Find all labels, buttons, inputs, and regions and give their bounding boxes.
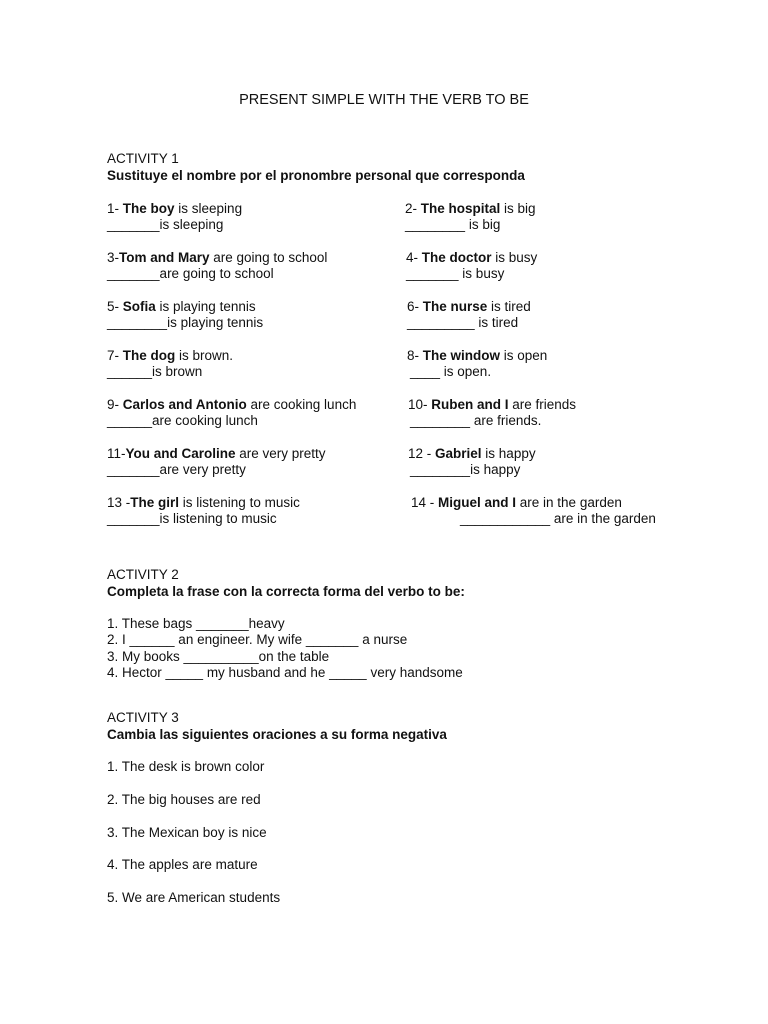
activity1-item-2: 2- The hospital is big bbox=[405, 201, 536, 216]
activity1-item-14: 14 - Miguel and I are in the garden bbox=[411, 495, 622, 510]
activity1-answer-1: _______is sleeping bbox=[107, 217, 224, 232]
activity1-item-9: 9- Carlos and Antonio are cooking lunch bbox=[107, 397, 357, 412]
activity3-sentence-2: 2. The big houses are red bbox=[107, 792, 261, 807]
activity1-instruction: Sustituye el nombre por el pronombre personal que corresponda bbox=[107, 168, 525, 183]
activity1-item-4: 4- The doctor is busy bbox=[406, 250, 538, 265]
activity1-item-8: 8- The window is open bbox=[407, 348, 548, 363]
activity1-answer-14: ____________ are in the garden bbox=[460, 511, 656, 526]
activity1-heading: ACTIVITY 1 bbox=[107, 151, 179, 166]
activity2-sentence-3: 3. My books __________on the table bbox=[107, 649, 330, 664]
activity1-item-12: 12 - Gabriel is happy bbox=[408, 446, 536, 461]
activity1-answer-5: ________is playing tennis bbox=[107, 315, 264, 330]
activity1-answer-11: _______are very pretty bbox=[107, 462, 246, 477]
activity1-item-3: 3-Tom and Mary are going to school bbox=[107, 250, 328, 265]
activity1-answer-6: _________ is tired bbox=[407, 315, 519, 330]
activity3-sentence-5: 5. We are American students bbox=[107, 890, 281, 905]
activity1-answer-7: ______is brown bbox=[107, 364, 203, 379]
activity1-answer-3: _______are going to school bbox=[107, 266, 274, 281]
activity2-sentence-1: 1. These bags _______heavy bbox=[107, 616, 285, 631]
activity3-sentence-4: 4. The apples are mature bbox=[107, 857, 258, 872]
activity3-heading: ACTIVITY 3 bbox=[107, 710, 179, 725]
activity1-answer-4: _______ is busy bbox=[406, 266, 505, 281]
activity2-sentence-2: 2. I ______ an engineer. My wife _______ a nurse bbox=[107, 632, 408, 647]
activity1-answer-10: ________ are friends. bbox=[410, 413, 542, 428]
activity2-instruction: Completa la frase con la correcta forma del verbo to be: bbox=[107, 584, 465, 599]
activity1-item-11: 11-You and Caroline are very pretty bbox=[107, 446, 326, 461]
activity1-item-5: 5- Sofia is playing tennis bbox=[107, 299, 256, 314]
activity1-item-10: 10- Ruben and I are friends bbox=[408, 397, 577, 412]
activity1-answer-9: ______are cooking lunch bbox=[107, 413, 258, 428]
activity1-item-6: 6- The nurse is tired bbox=[407, 299, 531, 314]
activity1-item-1: 1- The boy is sleeping bbox=[107, 201, 243, 216]
page-title: PRESENT SIMPLE WITH THE VERB TO BE bbox=[239, 92, 529, 108]
activity3-sentence-3: 3. The Mexican boy is nice bbox=[107, 825, 267, 840]
activity1-answer-2: ________ is big bbox=[405, 217, 501, 232]
activity1-answer-12: ________is happy bbox=[410, 462, 521, 477]
activity3-sentence-1: 1. The desk is brown color bbox=[107, 759, 265, 774]
activity1-answer-13: _______is listening to music bbox=[107, 511, 277, 526]
activity2-sentence-4: 4. Hector _____ my husband and he _____ very handsome bbox=[107, 665, 463, 680]
activity3-instruction: Cambia las siguientes oraciones a su forma negativa bbox=[107, 727, 447, 742]
activity1-item-7: 7- The dog is brown. bbox=[107, 348, 234, 363]
activity2-heading: ACTIVITY 2 bbox=[107, 567, 179, 582]
activity1-item-13: 13 -The girl is listening to music bbox=[107, 495, 300, 510]
activity1-answer-8: ____ is open. bbox=[410, 364, 492, 379]
